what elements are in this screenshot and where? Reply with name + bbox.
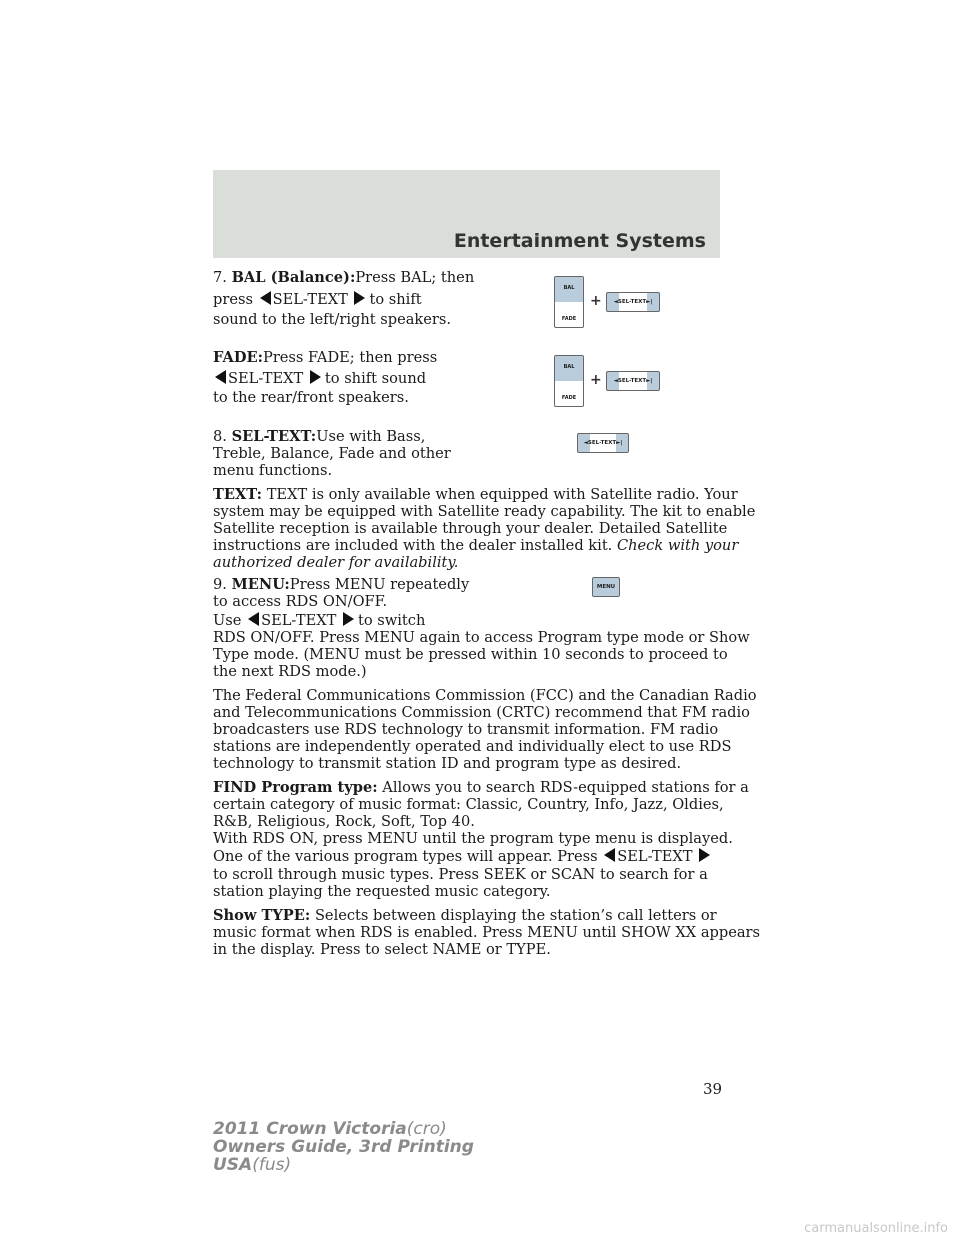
menu-text: to switch [357, 612, 426, 629]
menu-text: the next RDS mode.) [213, 663, 367, 680]
bal-text: to shift [369, 291, 422, 308]
sel-text-button-illustration: ◄SEL-TEXT►| [577, 433, 629, 453]
footer-code: (fus) [252, 1155, 292, 1175]
left-arrow-icon [604, 848, 615, 862]
bal-text: Press BAL; then [355, 269, 475, 286]
text-paragraph [213, 487, 738, 504]
text-italic: authorized dealer for availability. [213, 554, 459, 571]
fade-button-label: FADE [561, 316, 577, 322]
menu-text: RDS ON/OFF. Press MENU again to access Program type mode or Show [213, 629, 750, 646]
show-text: Selects between displaying the station’s call letters or [314, 907, 717, 924]
find-text: One of the various program types will appear. Press [213, 848, 598, 865]
text-body: system may be equipped with Satellite ready capability. The kit to enable [213, 503, 756, 520]
sel-line3: menu functions. [213, 462, 333, 479]
bal-text: press [213, 291, 253, 308]
bal-fade-button-illustration [554, 276, 584, 328]
bal-label: BAL (Balance): [231, 269, 356, 286]
menu-text: Press MENU repeatedly [289, 576, 470, 593]
sel-label: SEL-TEXT: [231, 428, 317, 445]
item-number: 9. [213, 576, 227, 593]
menu-text: Type mode. (MENU must be pressed within 10 seconds to proceed to [213, 646, 728, 663]
right-arrow-icon [354, 291, 365, 305]
footer-model: 2011 Crown Victoria [213, 1119, 407, 1139]
left-arrow-icon [248, 612, 259, 626]
text-italic: Check with your [616, 537, 739, 554]
sel-text-inline: SEL-TEXT [617, 848, 693, 865]
bal-fade-button-illustration [554, 355, 584, 407]
fade-line2 [213, 370, 426, 388]
bal-button-label: BAL [555, 277, 583, 302]
show-text: music format when RDS is enabled. Press MENU until SHOW XX appears [213, 924, 761, 941]
find-text: station playing the requested music category. [213, 883, 551, 900]
section-header-band [213, 170, 720, 258]
sel-paragraph [213, 429, 425, 446]
item-number: 8. [213, 428, 227, 445]
fade-label: FADE: [213, 349, 263, 366]
fcc-text: technology to transmit station ID and program type as desired. [213, 755, 682, 772]
find-text: Allows you to search RDS-equipped stations for a [382, 779, 749, 796]
menu-label: MENU: [231, 576, 290, 593]
sel-text: Use with Bass, [316, 428, 426, 445]
bal-button-label: BAL [555, 356, 583, 381]
sel-text-button-illustration: ◄SEL-TEXT►| [606, 292, 660, 312]
sel-text-inline: SEL-TEXT [272, 291, 348, 308]
left-arrow-icon [215, 370, 226, 384]
footer-market: USA [213, 1155, 253, 1175]
item-number: 7. [213, 269, 227, 286]
footer-edition: Owners Guide, 3rd Printing [213, 1137, 474, 1157]
show-label: Show TYPE: [213, 907, 311, 924]
fcc-text: and Telecommunications Commission (CRTC) recommend that FM radio [213, 704, 750, 721]
fcc-text: stations are independently operated and individually elect to use RDS [213, 738, 732, 755]
menu-text: to access RDS ON/OFF. [213, 593, 388, 610]
fade-line3: to the rear/front speakers. [213, 389, 409, 406]
fade-text: to shift sound [324, 370, 427, 387]
find-line5 [213, 848, 714, 866]
text-body: Satellite reception is available through your dealer. Detailed Satellite [213, 520, 728, 537]
text-body: instructions are included with the dealer installed kit. [213, 537, 613, 554]
sel-text-inline: SEL-TEXT [228, 370, 304, 387]
menu-text: Use [213, 612, 242, 629]
fcc-text: broadcasters use RDS technology to transmit information. FM radio [213, 721, 719, 738]
section-title: Entertainment Systems [453, 230, 706, 252]
right-arrow-icon [310, 370, 321, 384]
watermark: carmanualsonline.info [804, 1221, 948, 1236]
document-footer [213, 1120, 474, 1174]
show-paragraph [213, 908, 717, 925]
plus-icon: + [590, 293, 602, 309]
text-body: TEXT is only available when equipped with Satellite radio. Your [266, 486, 738, 503]
page-number: 39 [703, 1080, 723, 1098]
fade-button-label: FADE [561, 395, 577, 401]
bal-line3: sound to the left/right speakers. [213, 311, 452, 328]
sel-text-button-illustration: ◄SEL-TEXT►| [606, 371, 660, 391]
find-text: With RDS ON, press MENU until the program type menu is displayed. [213, 830, 733, 847]
find-text: R&B, Religious, Rock, Soft, Top 40. [213, 813, 475, 830]
fcc-text: The Federal Communications Commission (FCC) and the Canadian Radio [213, 687, 757, 704]
fade-text: Press FADE; then press [263, 349, 438, 366]
find-label: FIND Program type: [213, 779, 378, 796]
fade-paragraph [213, 350, 437, 367]
find-paragraph [213, 780, 749, 797]
menu-paragraph [213, 577, 469, 594]
menu-line3 [213, 612, 425, 630]
sel-line2: Treble, Balance, Fade and other [213, 445, 451, 462]
sel-text-inline: SEL-TEXT [261, 612, 337, 629]
bal-line2 [213, 291, 422, 309]
right-arrow-icon [699, 848, 710, 862]
find-text: certain category of music format: Classic, Country, Info, Jazz, Oldies, [213, 796, 724, 813]
find-text: to scroll through music types. Press SEEK or SCAN to search for a [213, 866, 708, 883]
left-arrow-icon [260, 291, 271, 305]
bal-paragraph [213, 270, 474, 287]
text-label: TEXT: [213, 486, 263, 503]
show-text: in the display. Press to select NAME or TYPE. [213, 941, 551, 958]
text-body [213, 538, 738, 555]
plus-icon: + [590, 372, 602, 388]
right-arrow-icon [343, 612, 354, 626]
footer-code: (cro) [406, 1119, 447, 1139]
menu-button-illustration: MENU [592, 577, 620, 597]
